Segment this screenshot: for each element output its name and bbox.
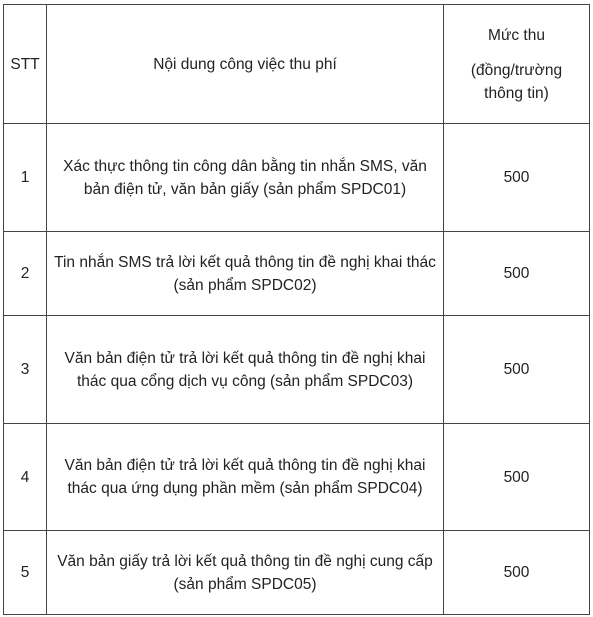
row-fee: 500 xyxy=(444,232,590,316)
row-fee: 500 xyxy=(444,531,590,615)
table-row xyxy=(4,124,590,232)
row-stt: 4 xyxy=(4,424,47,531)
table-header-row xyxy=(4,5,590,124)
row-fee: 500 xyxy=(444,124,590,232)
row-content: Văn bản giấy trả lời kết quả thông tin đề nghị cung cấp (sản phẩm SPDC05) xyxy=(47,531,444,615)
table-row xyxy=(4,531,590,615)
header-fee-line3: thông tin) xyxy=(484,84,549,102)
header-fee-line1: Mức thu xyxy=(488,26,545,44)
table-row xyxy=(4,316,590,424)
fee-table xyxy=(3,4,590,615)
row-stt: 1 xyxy=(4,124,47,232)
header-fee-gap xyxy=(450,47,583,59)
row-fee: 500 xyxy=(444,424,590,531)
row-fee: 500 xyxy=(444,316,590,424)
row-content: Tin nhắn SMS trả lời kết quả thông tin đề nghị khai thác (sản phẩm SPDC02) xyxy=(47,232,444,316)
table-row xyxy=(4,424,590,531)
header-stt: STT xyxy=(4,5,47,124)
row-content: Xác thực thông tin công dân bằng tin nhắn SMS, văn bản điện tử, văn bản giấy (sản phẩm SPDC01) xyxy=(47,124,444,232)
row-content: Văn bản điện tử trả lời kết quả thông tin đề nghị khai thác qua ứng dụng phần mềm (sản phẩm SPDC04) xyxy=(47,424,444,531)
header-fee-line2: (đồng/trường xyxy=(470,61,563,79)
row-stt: 2 xyxy=(4,232,47,316)
row-stt: 3 xyxy=(4,316,47,424)
header-fee xyxy=(444,5,590,124)
row-stt: 5 xyxy=(4,531,47,615)
row-content: Văn bản điện tử trả lời kết quả thông tin đề nghị khai thác qua cổng dịch vụ công (sản phẩm SPDC03) xyxy=(47,316,444,424)
table-row xyxy=(4,232,590,316)
header-content: Nội dung công việc thu phí xyxy=(47,5,444,124)
